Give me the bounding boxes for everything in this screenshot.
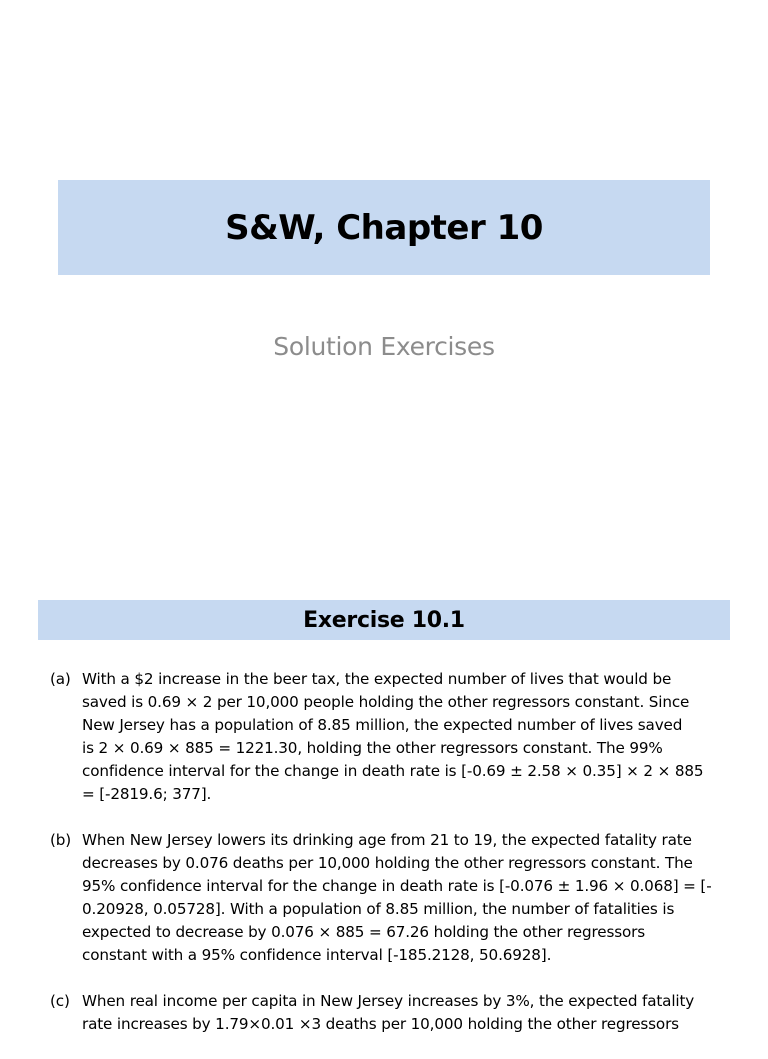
- exercise-title: Exercise 10.1: [303, 607, 465, 633]
- answer-marker: (c): [50, 992, 70, 1010]
- title-band: [58, 180, 710, 275]
- slide-subtitle: Solution Exercises: [273, 332, 495, 361]
- exercise-header-band: [38, 600, 730, 640]
- answer-text: When New Jersey lowers its drinking age from 21 to 19, the expected fatality rate decreases by 0.076 deaths per 10,000 holding the other regressors constant. The 95% confidence interval for the change in death rate is [-0.076 ± 1.96 × 0.068] = [- 0.20928, 0.05728]. With a population of 8.85 million, the number of fatalities is expected to decrease by 0.076 × 885 = 67.26 holding the other regressors constant with a 95% confidence interval [-185.2128, 50.6928].: [82, 831, 712, 964]
- answer-item-b: [50, 829, 730, 967]
- slide-title: S&W, Chapter 10: [225, 207, 543, 248]
- answer-item-a: [50, 668, 730, 806]
- answer-text: With a $2 increase in the beer tax, the expected number of lives that would be saved is 0.69 × 2 per 10,000 people holding the other regressors constant. Since New Jersey has a population of 8.85 million, the expected number of lives saved is 2 × 0.69 × 885 = 1221.30, holding the other regressors constant. The 99% confidence interval for the change in death rate is [-0.69 ± 2.58 × 0.35] × 2 × 885 = [-2819.6; 377].: [82, 670, 704, 803]
- answer-item-c: [50, 990, 730, 1036]
- answer-text: When real income per capita in New Jersey increases by 3%, the expected fatality rate increases by 1.79×0.01 ×3 deaths per 10,000 holding the other regressors: [82, 992, 695, 1033]
- answer-marker: (b): [50, 831, 72, 849]
- answer-list: [50, 668, 730, 1059]
- answer-marker: (a): [50, 670, 71, 688]
